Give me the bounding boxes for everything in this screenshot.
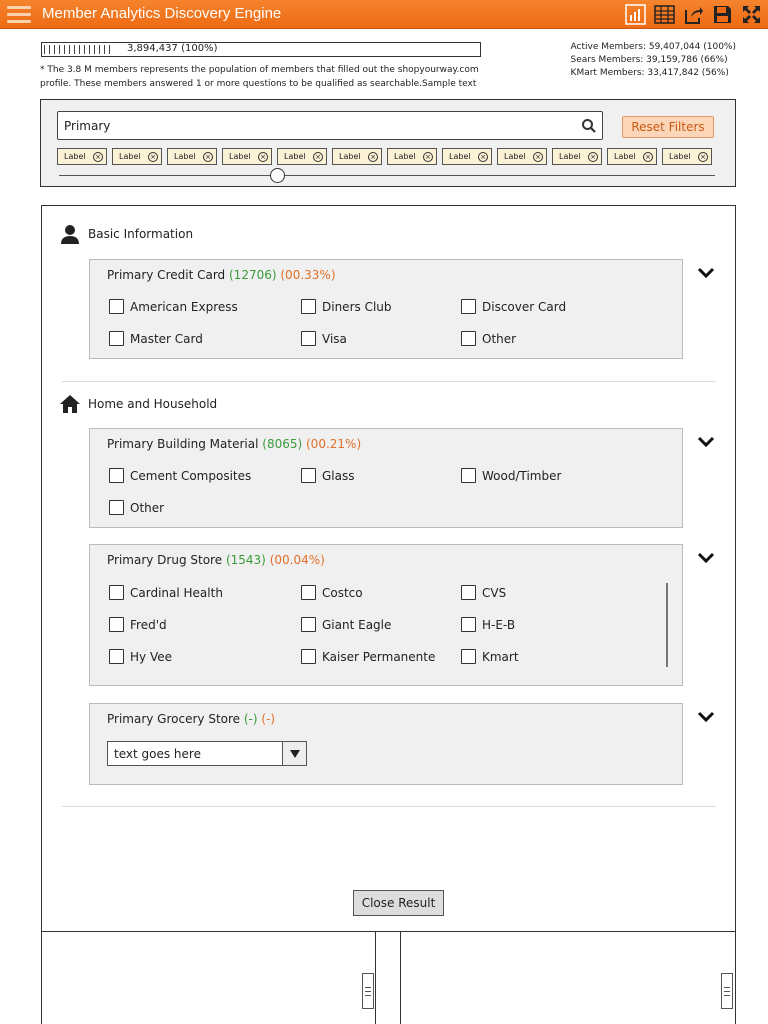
section-title: Home and Household [88,397,218,411]
dropdown-arrow-icon[interactable] [282,742,306,765]
filter-chip[interactable] [222,148,272,165]
card-percent: (00.04%) [269,553,325,567]
chart-icon[interactable] [625,4,646,25]
filter-chip[interactable] [552,148,602,165]
option-label: Giant Eagle [322,617,392,632]
chevron-down-icon[interactable] [696,710,716,724]
checkbox[interactable] [461,649,476,664]
section-title: Basic Information [88,227,194,241]
option-glass[interactable] [301,468,355,483]
chip-remove-icon[interactable]: × [533,152,543,162]
option-hy-vee[interactable] [109,649,172,664]
card-percent: (-) [261,712,276,726]
filter-panel [40,99,736,187]
option-label: Visa [322,331,347,346]
option-fredd[interactable] [109,617,167,632]
option-diners-club[interactable] [301,299,392,314]
card-count: (12706) [229,268,277,282]
card-count: (1543) [225,553,266,567]
chip-label: Label [284,152,306,161]
search-box [57,111,603,140]
option-master-card[interactable] [109,331,203,346]
slider-track [59,175,715,176]
filter-chip[interactable] [662,148,712,165]
chip-remove-icon[interactable]: × [368,152,378,162]
option-wood-timber[interactable] [461,468,561,483]
checkbox[interactable] [301,331,316,346]
filter-chip[interactable] [442,148,492,165]
checkbox[interactable] [461,468,476,483]
checkbox[interactable] [109,649,124,664]
chip-remove-icon[interactable]: × [148,152,158,162]
options-scrollbar[interactable] [666,583,668,667]
card-title [107,712,275,726]
active-members: Active Members: 59,407,044 (100%) [570,42,736,52]
option-kmart[interactable] [461,649,519,664]
chevron-down-icon[interactable] [696,551,716,565]
option-american-express[interactable] [109,299,238,314]
grocery-store-select[interactable] [107,741,307,766]
lower-right-frame [400,932,736,1024]
chip-remove-icon[interactable]: × [698,152,708,162]
app-header [0,0,768,29]
chip-label: Label [504,152,526,161]
search-icon[interactable] [581,118,597,134]
table-icon[interactable] [654,4,675,25]
chevron-down-icon[interactable] [696,266,716,280]
left-frame-scroll-handle[interactable] [362,973,374,1009]
option-label: Glass [322,468,355,483]
card-title-text: Primary Grocery Store [107,712,241,726]
chip-label: Label [394,152,416,161]
option-cardinal-health[interactable] [109,585,223,600]
option-costco[interactable] [301,585,363,600]
card-percent: (00.21%) [306,437,362,451]
chip-remove-icon[interactable]: × [258,152,268,162]
hamburger-menu-icon[interactable] [7,6,31,24]
option-label: Other [482,331,517,346]
section-divider [62,381,716,382]
search-input[interactable] [64,117,564,135]
filter-chip[interactable] [277,148,327,165]
filter-chip[interactable] [332,148,382,165]
card-count: (8065) [262,437,303,451]
progress-value: 3,894,437 (100%) [127,43,218,54]
checkbox[interactable] [109,617,124,632]
option-label: Kaiser Permanente [322,649,436,664]
option-visa[interactable] [301,331,347,346]
option-label: Hy Vee [130,649,172,664]
option-cement-composites[interactable] [109,468,251,483]
card-percent: (00.33%) [280,268,336,282]
option-label: Diners Club [322,299,392,314]
population-note: * The 3.8 M members represents the population of members that filled out the shopyourway.com profile. These members answered 1 or more questions to be qualified as searchable.Sample text [40,65,479,89]
right-frame-scroll-handle[interactable] [721,973,733,1009]
checkbox[interactable] [109,500,124,515]
credit-card-filter [89,259,683,359]
card-title-text: Primary Building Material [107,437,259,451]
checkbox[interactable] [109,585,124,600]
sears-members: Sears Members: 39,159,786 (66%) [570,55,728,65]
option-cvs[interactable] [461,585,506,600]
filter-chip[interactable] [607,148,657,165]
checkbox[interactable] [301,299,316,314]
option-discover-card[interactable] [461,299,566,314]
card-title [107,268,336,282]
option-label: Cement Composites [130,468,252,483]
select-value: text goes here [114,747,201,761]
chip-remove-icon[interactable]: × [423,152,433,162]
home-icon [60,394,80,414]
filter-chip[interactable] [167,148,217,165]
section-divider [62,806,716,807]
checkbox[interactable] [301,468,316,483]
option-label: Master Card [130,331,203,346]
option-giant-eagle[interactable] [301,617,391,632]
chip-label: Label [614,152,636,161]
checkbox[interactable] [461,299,476,314]
chip-remove-icon[interactable]: × [93,152,103,162]
option-kaiser-permanente[interactable] [301,649,435,664]
chip-label: Label [559,152,581,161]
drug-store-filter [89,544,683,686]
chip-label: Label [669,152,691,161]
option-label: Other [130,500,165,515]
chip-label: Label [64,152,86,161]
option-label: Fred'd [130,617,167,632]
option-label: Cardinal Health [130,585,223,600]
app-title: Member Analytics Discovery Engine [42,5,282,22]
card-count: (-) [243,712,258,726]
option-label: CVS [482,585,507,600]
chip-label: Label [449,152,471,161]
option-label: American Express [130,299,238,314]
close-result-button[interactable]: Close Result [353,890,444,916]
chip-label: Label [174,152,196,161]
checkbox[interactable] [461,331,476,346]
member-stats [571,41,736,80]
member-progress-bar [41,42,481,57]
card-title-text: Primary Credit Card [107,268,226,282]
option-label: Kmart [482,649,519,664]
chip-remove-icon[interactable]: × [588,152,598,162]
chevron-down-icon[interactable] [696,435,716,449]
person-icon [60,224,80,244]
progress-fill [44,45,110,54]
card-title-text: Primary Drug Store [107,553,223,567]
chip-label: Label [229,152,251,161]
checkbox[interactable] [301,649,316,664]
chip-label: Label [339,152,361,161]
filter-chips [57,148,712,165]
reset-filters-button[interactable]: Reset Filters [622,116,714,138]
chip-remove-icon[interactable]: × [203,152,213,162]
kmart-members: KMart Members: 33,417,842 (56%) [570,68,729,78]
option-label: Discover Card [482,299,567,314]
filter-chip[interactable] [387,148,437,165]
chip-remove-icon[interactable]: × [313,152,323,162]
card-title [107,437,361,451]
card-title [107,553,325,567]
slider-thumb[interactable] [270,168,285,183]
building-material-filter [89,428,683,528]
option-label: Costco [322,585,363,600]
checkbox[interactable] [109,468,124,483]
section-home-household [60,394,217,414]
filter-chip[interactable] [112,148,162,165]
option-label: H-E-B [482,617,516,632]
lower-left-frame [41,932,376,1024]
chip-remove-icon[interactable]: × [478,152,488,162]
filter-chip[interactable] [497,148,547,165]
checkbox[interactable] [109,331,124,346]
checkbox[interactable] [301,585,316,600]
option-other[interactable] [109,500,164,515]
filter-chip[interactable] [57,148,107,165]
save-icon[interactable] [712,4,733,25]
checkbox[interactable] [301,617,316,632]
option-label: Wood/Timber [482,468,562,483]
checkbox[interactable] [461,585,476,600]
checkbox[interactable] [109,299,124,314]
result-panel [41,205,736,932]
section-basic-information [60,224,193,244]
checkbox[interactable] [461,617,476,632]
chip-remove-icon[interactable]: × [643,152,653,162]
grocery-store-filter [89,703,683,785]
option-heb[interactable] [461,617,515,632]
option-other[interactable] [461,331,516,346]
export-icon[interactable] [683,4,704,25]
chip-label: Label [119,152,141,161]
fullscreen-icon[interactable] [741,4,762,25]
